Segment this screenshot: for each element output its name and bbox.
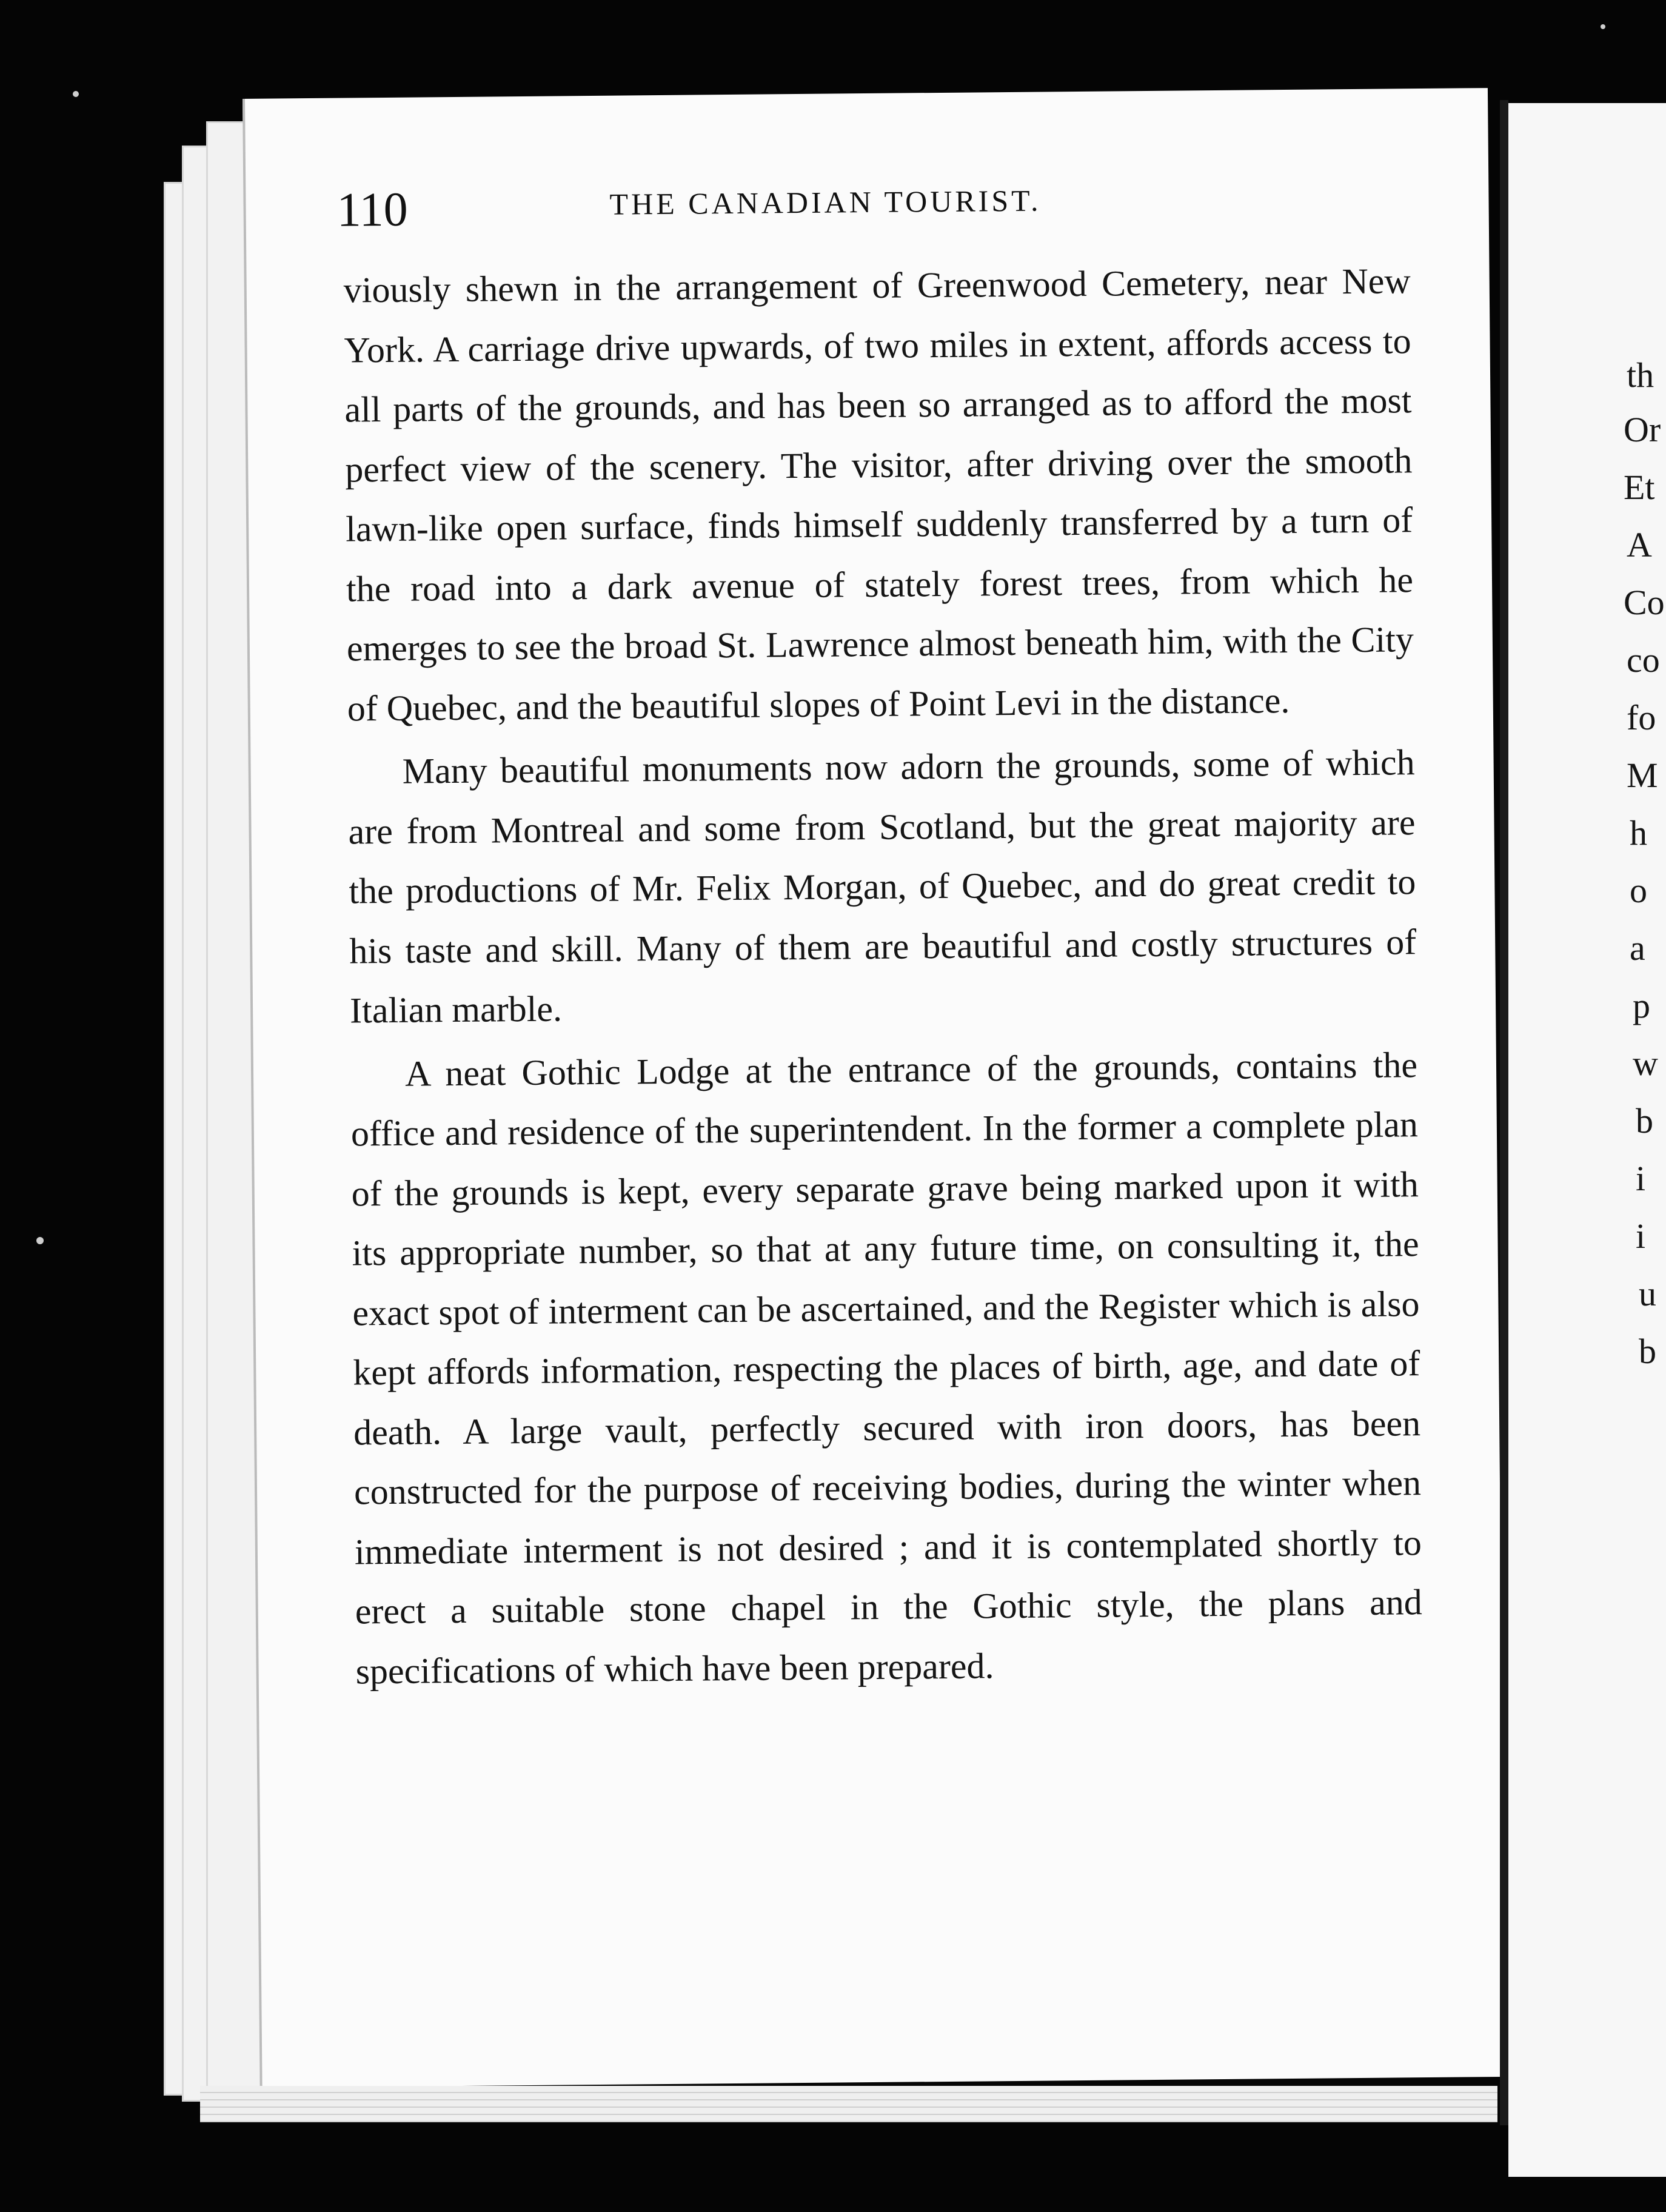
facing-fragment: M [1627, 756, 1658, 795]
book-gutter [1500, 100, 1508, 2125]
facing-fragment: h [1630, 813, 1647, 853]
page-number: 110 [336, 183, 409, 237]
facing-fragment: b [1639, 1332, 1656, 1371]
facing-fragment: u [1639, 1274, 1656, 1313]
page-body [343, 251, 1423, 1701]
speck [73, 91, 79, 97]
facing-fragment: b [1636, 1101, 1653, 1141]
speck [1601, 24, 1605, 29]
page-bottom-edges [200, 2086, 1497, 2153]
running-head: THE CANADIAN TOURIST. [609, 183, 1042, 221]
facing-fragment: o [1630, 871, 1647, 910]
paragraph: Many beautiful monuments now adorn the grounds, some of which are from Montreal and some from Scotland, but the great majority are the productions of Mr. Felix Morgan, of Quebec, and do great credit to his taste and skill. Many of them are beautiful and costly structures of Italian marble. [348, 742, 1417, 1031]
facing-fragment: i [1636, 1159, 1646, 1198]
facing-page [1508, 103, 1666, 2177]
facing-fragment: Co [1624, 583, 1665, 622]
facing-fragment: th [1627, 355, 1654, 395]
speck [36, 1237, 44, 1244]
facing-fragment: p [1633, 986, 1650, 1025]
facing-fragment: w [1633, 1044, 1658, 1083]
facing-fragment: Et [1624, 468, 1655, 507]
facing-fragment: a [1630, 928, 1645, 968]
facing-fragment: fo [1627, 698, 1656, 737]
facing-fragment: co [1627, 640, 1660, 680]
facing-fragment: A [1627, 525, 1652, 565]
paragraph: A neat Gothic Lodge at the entrance of the grounds, contains the office and residence of the superintendent. In the former a complete plan of the grounds is kept, every separate grave being marked upon it with its appropriate number, so that at any future time, on consulting it, the exact spot of interment can be ascertained, and the Register which is also kept affords information, respecting the places of birth, age, and date of death. A large vault, perfectly secured with iron doors, has been constructed for the purpose of receiving bodies, during the winter when immediate interment is not desired ; and it is contemplated shortly to erect a suitable stone chapel in the Gothic style, the plans and specifications of which have been prepared. [350, 1044, 1422, 1691]
paragraph: viously shewn in the arrangement of Greenwood Cemetery, near New York. A carriage drive upwards, of two miles in extent, affords access to all parts of the grounds, and has been so arranged as to afford the most perfect view of the scenery. The visitor, after driving over the smooth lawn-like open surface, finds himself suddenly transferred by a turn of the road into a dark avenue of stately forest trees, from which he emerges to see the broad St. Lawrence almost beneath him, with the City of Quebec, and the beautiful slopes of Point Levi in the distance. [343, 261, 1414, 729]
facing-fragment: i [1636, 1216, 1646, 1256]
facing-fragment: Or [1624, 410, 1661, 449]
book-page [243, 88, 1505, 2088]
